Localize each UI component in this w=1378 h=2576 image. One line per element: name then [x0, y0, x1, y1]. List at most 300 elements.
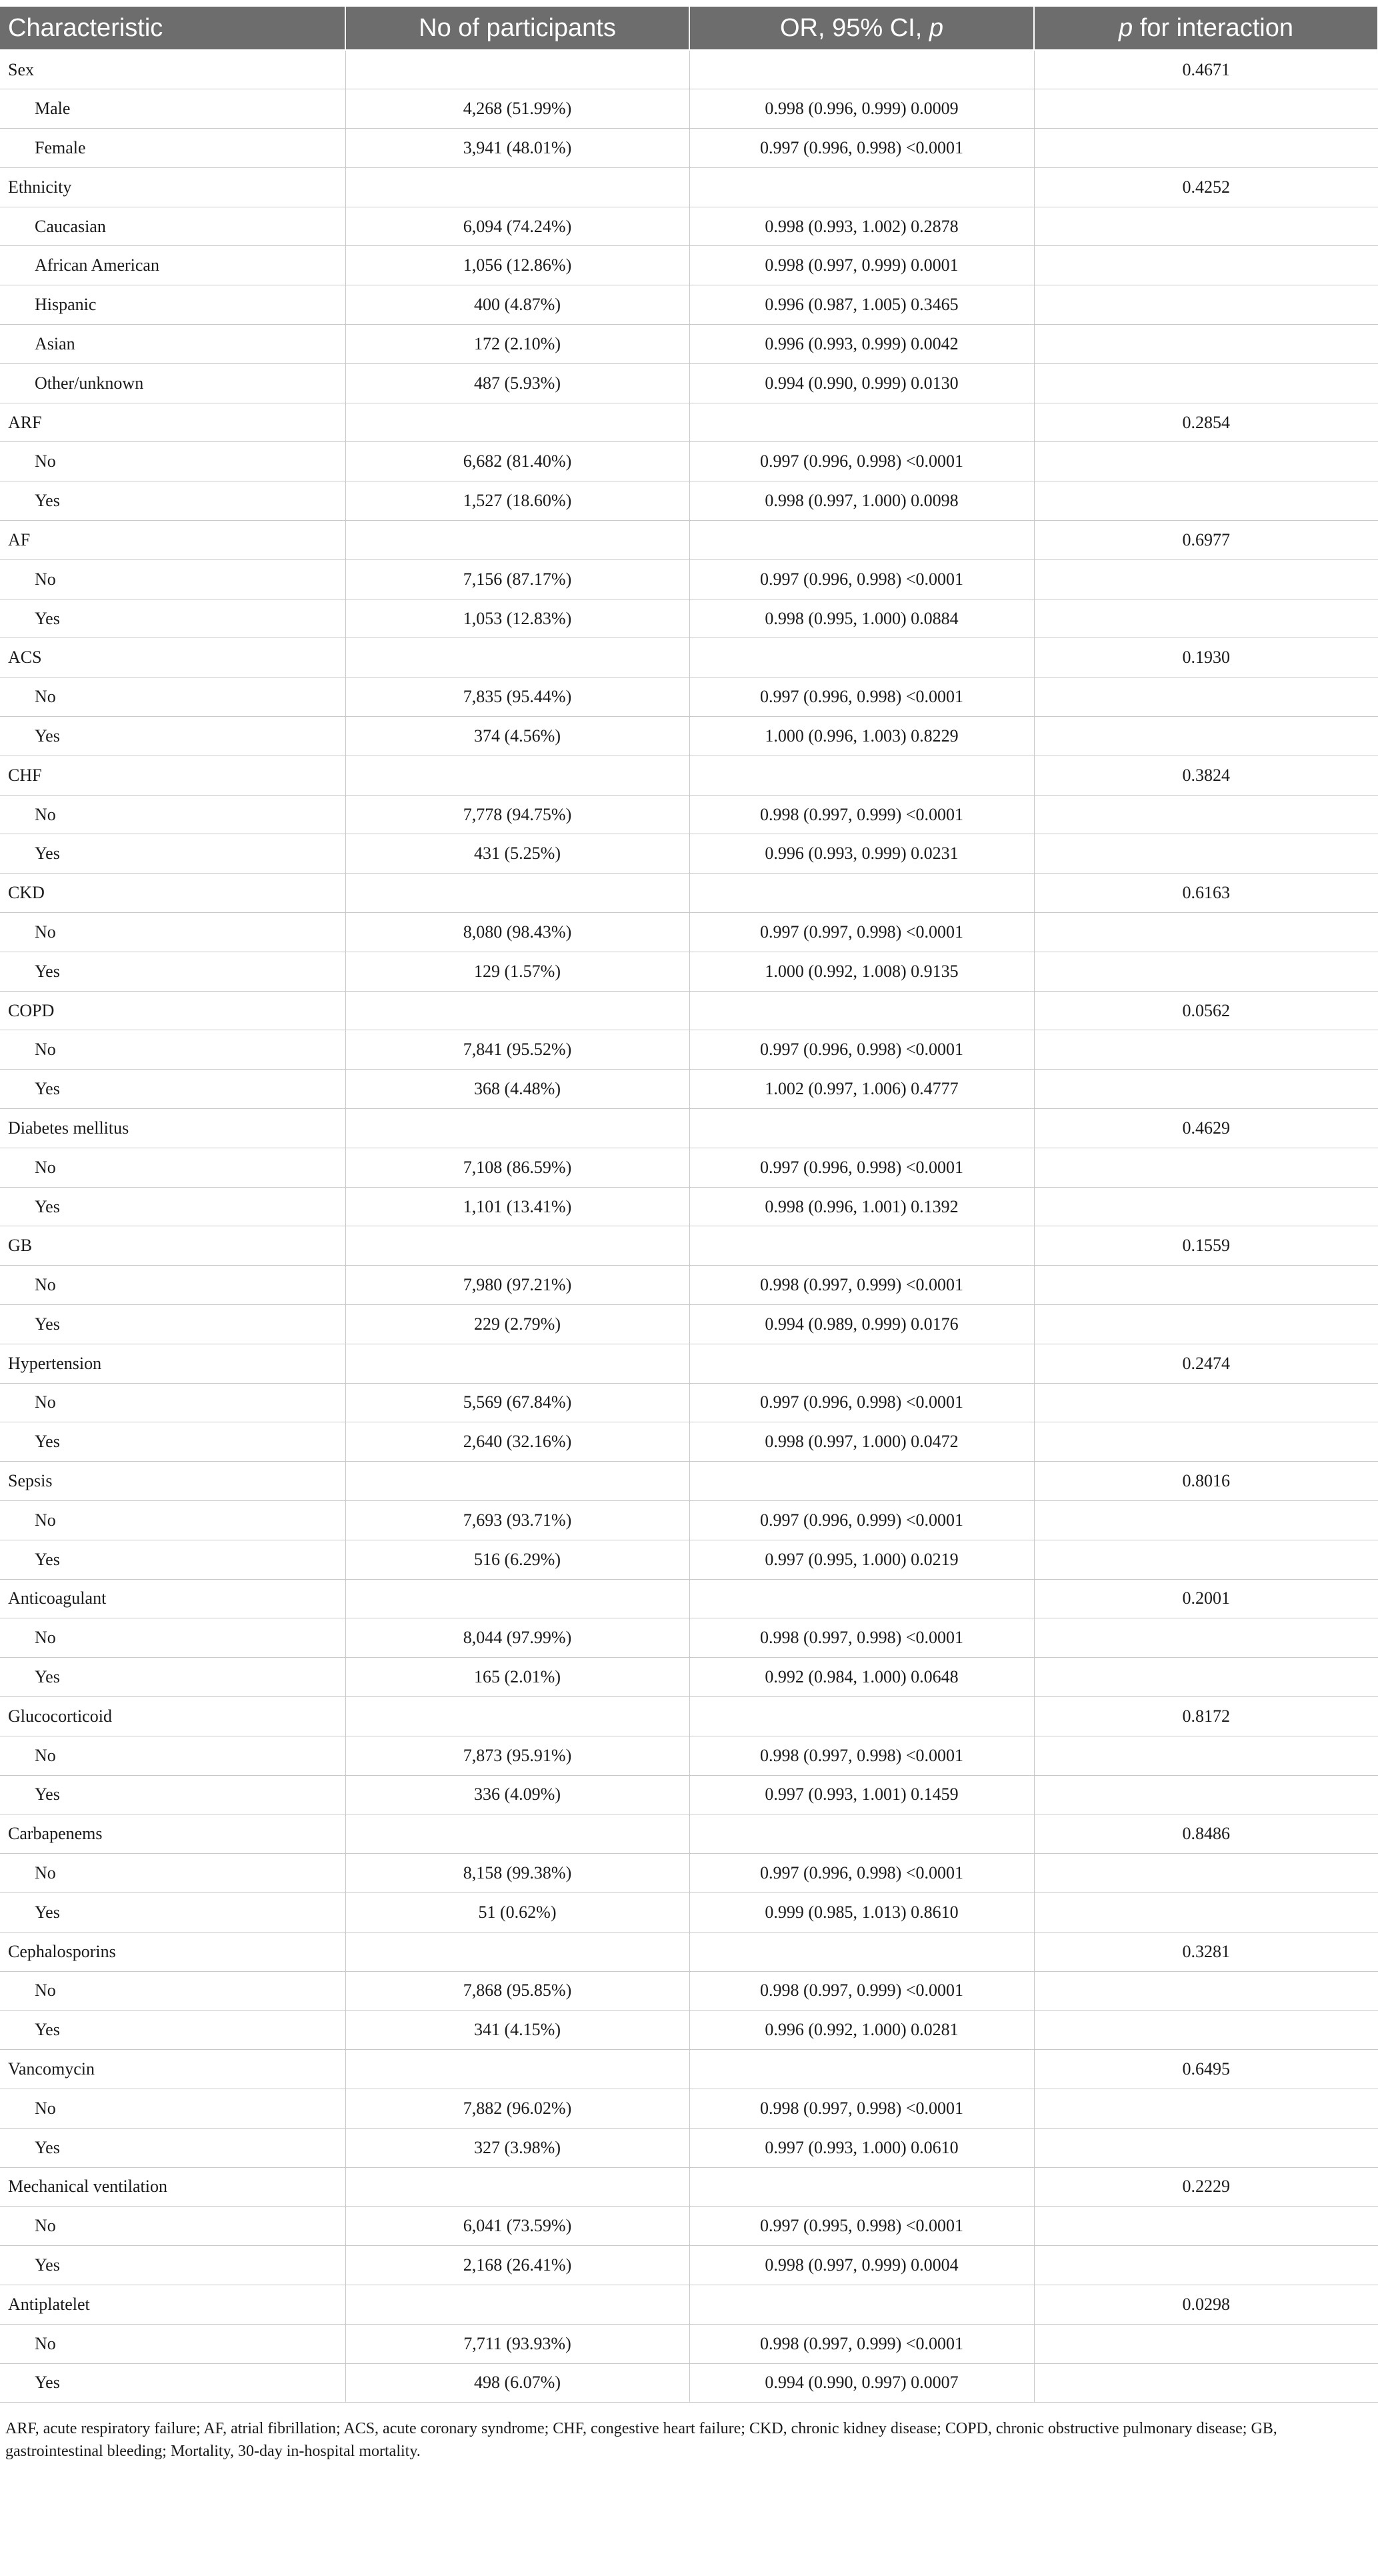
cell-characteristic: No: [0, 678, 345, 717]
cell-or-ci-p: 0.994 (0.989, 0.999) 0.0176: [689, 1305, 1034, 1344]
table-row-subgroup: [0, 913, 1378, 952]
table-row-subgroup: [0, 246, 1378, 285]
table-row-subgroup: [0, 1500, 1378, 1540]
cell-characteristic: Asian: [0, 325, 345, 364]
cell-characteristic: Yes: [0, 599, 345, 638]
cell-participants: 6,094 (74.24%): [345, 207, 689, 246]
cell-characteristic: Antiplatelet: [0, 2285, 345, 2324]
cell-participants: 368 (4.48%): [345, 1070, 689, 1109]
cell-or-ci-p: [689, 50, 1034, 89]
cell-p-interaction: 0.3824: [1034, 756, 1378, 795]
cell-p-interaction: 0.8172: [1034, 1696, 1378, 1736]
cell-participants: [345, 1696, 689, 1736]
cell-participants: 8,080 (98.43%): [345, 913, 689, 952]
cell-participants: 1,053 (12.83%): [345, 599, 689, 638]
cell-p-interaction: 0.1930: [1034, 638, 1378, 678]
table-row-subgroup: [0, 207, 1378, 246]
cell-characteristic: No: [0, 1500, 345, 1540]
cell-or-ci-p: 0.998 (0.996, 1.001) 0.1392: [689, 1187, 1034, 1226]
cell-participants: [345, 874, 689, 913]
cell-or-ci-p: 0.996 (0.993, 0.999) 0.0042: [689, 325, 1034, 364]
cell-or-ci-p: 0.997 (0.996, 0.998) <0.0001: [689, 442, 1034, 481]
cell-p-interaction: 0.2854: [1034, 403, 1378, 442]
cell-participants: 498 (6.07%): [345, 2363, 689, 2403]
cell-or-ci-p: 1.000 (0.992, 1.008) 0.9135: [689, 952, 1034, 991]
cell-or-ci-p: 0.997 (0.995, 0.998) <0.0001: [689, 2207, 1034, 2246]
cell-characteristic: Yes: [0, 1892, 345, 1932]
cell-p-interaction: [1034, 795, 1378, 834]
cell-p-interaction: [1034, 599, 1378, 638]
cell-characteristic: Yes: [0, 2246, 345, 2285]
cell-participants: 7,841 (95.52%): [345, 1030, 689, 1070]
cell-characteristic: Sex: [0, 50, 345, 89]
cell-or-ci-p: [689, 1579, 1034, 1618]
cell-participants: [345, 638, 689, 678]
cell-p-interaction: [1034, 325, 1378, 364]
cell-characteristic: Caucasian: [0, 207, 345, 246]
cell-characteristic: ACS: [0, 638, 345, 678]
cell-p-interaction: [1034, 1971, 1378, 2011]
cell-participants: [345, 2167, 689, 2207]
cell-p-interaction: 0.6163: [1034, 874, 1378, 913]
table-row-group: [0, 1932, 1378, 1971]
cell-characteristic: No: [0, 1971, 345, 2011]
cell-p-interaction: [1034, 1148, 1378, 1187]
table-row-group: [0, 167, 1378, 207]
table-row-subgroup: [0, 89, 1378, 129]
cell-characteristic: Hypertension: [0, 1344, 345, 1383]
table-footnote: ARF, acute respiratory failure; AF, atrial fibrillation; ACS, acute coronary syndrome; CHF, congestive heart failure; CKD, chronic kidney disease; COPD, chronic obstructive pulmonary disease; GB, gastrointestinal bleeding; Mortality, 30-day in-hospital mortality.: [5, 2420, 1277, 2461]
table-row-subgroup: [0, 325, 1378, 364]
table-row-group: [0, 991, 1378, 1030]
cell-participants: 431 (5.25%): [345, 834, 689, 874]
table-row-subgroup: [0, 952, 1378, 991]
cell-characteristic: COPD: [0, 991, 345, 1030]
table-row-subgroup: [0, 129, 1378, 168]
cell-participants: [345, 2285, 689, 2324]
table-row-subgroup: [0, 1736, 1378, 1775]
cell-participants: [345, 167, 689, 207]
cell-or-ci-p: [689, 756, 1034, 795]
cell-participants: 516 (6.29%): [345, 1540, 689, 1579]
cell-p-interaction: [1034, 207, 1378, 246]
cell-or-ci-p: 0.998 (0.997, 0.999) 0.0004: [689, 2246, 1034, 2285]
cell-or-ci-p: 0.997 (0.996, 0.998) <0.0001: [689, 1030, 1034, 1070]
cell-characteristic: Vancomycin: [0, 2050, 345, 2089]
cell-participants: 400 (4.87%): [345, 285, 689, 325]
cell-characteristic: CHF: [0, 756, 345, 795]
table-row-subgroup: [0, 2324, 1378, 2363]
cell-or-ci-p: [689, 1814, 1034, 1854]
cell-participants: 7,882 (96.02%): [345, 2089, 689, 2128]
table-row-subgroup: [0, 1540, 1378, 1579]
cell-characteristic: Cephalosporins: [0, 1932, 345, 1971]
table-row-subgroup: [0, 1266, 1378, 1305]
cell-p-interaction: [1034, 834, 1378, 874]
table-row-subgroup: [0, 481, 1378, 521]
cell-p-interaction: [1034, 1658, 1378, 1697]
cell-or-ci-p: 0.997 (0.997, 0.998) <0.0001: [689, 913, 1034, 952]
cell-characteristic: Carbapenems: [0, 1814, 345, 1854]
cell-participants: 4,268 (51.99%): [345, 89, 689, 129]
cell-participants: 374 (4.56%): [345, 717, 689, 756]
cell-p-interaction: [1034, 1736, 1378, 1775]
cell-p-interaction: 0.4671: [1034, 50, 1378, 89]
cell-p-interaction: 0.0298: [1034, 2285, 1378, 2324]
cell-participants: 7,156 (87.17%): [345, 559, 689, 599]
cell-or-ci-p: 0.998 (0.997, 0.998) <0.0001: [689, 1736, 1034, 1775]
cell-p-interaction: [1034, 913, 1378, 952]
table-row-subgroup: [0, 1658, 1378, 1697]
table-row-group: [0, 1579, 1378, 1618]
table-row-group: [0, 1344, 1378, 1383]
cell-or-ci-p: 0.998 (0.997, 0.999) <0.0001: [689, 795, 1034, 834]
table-row-subgroup: [0, 559, 1378, 599]
table-row-group: [0, 1109, 1378, 1148]
cell-or-ci-p: [689, 2285, 1034, 2324]
table-row-group: [0, 1226, 1378, 1266]
cell-participants: [345, 50, 689, 89]
cell-participants: 51 (0.62%): [345, 1892, 689, 1932]
cell-characteristic: Yes: [0, 1070, 345, 1109]
cell-p-interaction: [1034, 1892, 1378, 1932]
cell-p-interaction: [1034, 952, 1378, 991]
cell-or-ci-p: 0.998 (0.997, 0.999) <0.0001: [689, 1266, 1034, 1305]
cell-or-ci-p: 0.997 (0.996, 0.998) <0.0001: [689, 678, 1034, 717]
cell-participants: [345, 1344, 689, 1383]
cell-characteristic: Yes: [0, 717, 345, 756]
cell-or-ci-p: [689, 1344, 1034, 1383]
cell-p-interaction: [1034, 1266, 1378, 1305]
cell-characteristic: No: [0, 1148, 345, 1187]
cell-characteristic: Hispanic: [0, 285, 345, 325]
table-row-group: [0, 50, 1378, 89]
cell-characteristic: No: [0, 2089, 345, 2128]
cell-or-ci-p: [689, 874, 1034, 913]
table-row-subgroup: [0, 1618, 1378, 1658]
cell-participants: 6,682 (81.40%): [345, 442, 689, 481]
cell-p-interaction: [1034, 89, 1378, 129]
cell-participants: 336 (4.09%): [345, 1775, 689, 1814]
cell-participants: 1,101 (13.41%): [345, 1187, 689, 1226]
cell-p-interaction: [1034, 2128, 1378, 2167]
cell-participants: 5,569 (67.84%): [345, 1383, 689, 1422]
cell-participants: [345, 1109, 689, 1148]
cell-p-interaction: 0.6977: [1034, 521, 1378, 560]
cell-participants: [345, 756, 689, 795]
cell-characteristic: No: [0, 559, 345, 599]
cell-characteristic: No: [0, 442, 345, 481]
cell-participants: 7,980 (97.21%): [345, 1266, 689, 1305]
cell-or-ci-p: 0.998 (0.997, 0.998) <0.0001: [689, 2089, 1034, 2128]
table-row-subgroup: [0, 1305, 1378, 1344]
table-row-subgroup: [0, 363, 1378, 403]
cell-characteristic: AF: [0, 521, 345, 560]
cell-or-ci-p: 0.996 (0.992, 1.000) 0.0281: [689, 2011, 1034, 2050]
cell-participants: [345, 521, 689, 560]
cell-or-ci-p: 0.996 (0.987, 1.005) 0.3465: [689, 285, 1034, 325]
cell-participants: 129 (1.57%): [345, 952, 689, 991]
cell-or-ci-p: 0.998 (0.997, 0.999) <0.0001: [689, 2324, 1034, 2363]
table-row-group: [0, 2050, 1378, 2089]
table-row-subgroup: [0, 2128, 1378, 2167]
cell-or-ci-p: 0.998 (0.995, 1.000) 0.0884: [689, 599, 1034, 638]
cell-characteristic: Male: [0, 89, 345, 129]
cell-characteristic: Yes: [0, 1305, 345, 1344]
cell-or-ci-p: 0.998 (0.997, 0.999) <0.0001: [689, 1971, 1034, 2011]
table-row-subgroup: [0, 1148, 1378, 1187]
cell-participants: 3,941 (48.01%): [345, 129, 689, 168]
cell-or-ci-p: 0.999 (0.985, 1.013) 0.8610: [689, 1892, 1034, 1932]
cell-or-ci-p: 0.997 (0.996, 0.999) <0.0001: [689, 1500, 1034, 1540]
cell-p-interaction: 0.2001: [1034, 1579, 1378, 1618]
header-interaction-suffix: for interaction: [1133, 13, 1293, 42]
cell-p-interaction: [1034, 1305, 1378, 1344]
cell-characteristic: CKD: [0, 874, 345, 913]
cell-p-interaction: [1034, 1854, 1378, 1893]
cell-participants: [345, 1462, 689, 1501]
table-row-subgroup: [0, 1187, 1378, 1226]
cell-participants: [345, 1226, 689, 1266]
table-row-subgroup: [0, 1383, 1378, 1422]
cell-characteristic: Yes: [0, 2128, 345, 2167]
cell-characteristic: No: [0, 1266, 345, 1305]
table-row-subgroup: [0, 1892, 1378, 1932]
cell-or-ci-p: [689, 1462, 1034, 1501]
table-row-group: [0, 638, 1378, 678]
cell-p-interaction: [1034, 2011, 1378, 2050]
table-row-group: [0, 1696, 1378, 1736]
cell-or-ci-p: 0.997 (0.996, 0.998) <0.0001: [689, 1383, 1034, 1422]
cell-participants: 6,041 (73.59%): [345, 2207, 689, 2246]
cell-participants: 172 (2.10%): [345, 325, 689, 364]
cell-characteristic: Female: [0, 129, 345, 168]
cell-p-interaction: [1034, 1030, 1378, 1070]
cell-characteristic: Yes: [0, 952, 345, 991]
cell-p-interaction: 0.8016: [1034, 1462, 1378, 1501]
cell-or-ci-p: 0.997 (0.996, 0.998) <0.0001: [689, 1148, 1034, 1187]
header-or-prefix: OR, 95% CI,: [780, 13, 929, 42]
cell-or-ci-p: 1.002 (0.997, 1.006) 0.4777: [689, 1070, 1034, 1109]
table-row-subgroup: [0, 1971, 1378, 2011]
table-row-group: [0, 2167, 1378, 2207]
cell-or-ci-p: 0.998 (0.993, 1.002) 0.2878: [689, 207, 1034, 246]
cell-characteristic: ARF: [0, 403, 345, 442]
table-row-subgroup: [0, 717, 1378, 756]
cell-characteristic: Yes: [0, 1540, 345, 1579]
cell-characteristic: African American: [0, 246, 345, 285]
cell-p-interaction: [1034, 1618, 1378, 1658]
cell-participants: 327 (3.98%): [345, 2128, 689, 2167]
cell-participants: [345, 2050, 689, 2089]
cell-participants: 7,693 (93.71%): [345, 1500, 689, 1540]
header-interaction-p: p: [1119, 13, 1133, 42]
table-row-subgroup: [0, 795, 1378, 834]
header-or-p: p: [929, 13, 943, 42]
table-row-subgroup: [0, 834, 1378, 874]
table-row-subgroup: [0, 2207, 1378, 2246]
cell-characteristic: Yes: [0, 1658, 345, 1697]
cell-p-interaction: [1034, 1540, 1378, 1579]
table-row-subgroup: [0, 599, 1378, 638]
table-body: [0, 50, 1378, 2403]
cell-or-ci-p: 0.998 (0.997, 1.000) 0.0098: [689, 481, 1034, 521]
cell-or-ci-p: 0.992 (0.984, 1.000) 0.0648: [689, 1658, 1034, 1697]
cell-p-interaction: [1034, 2246, 1378, 2285]
cell-participants: 487 (5.93%): [345, 363, 689, 403]
cell-p-interaction: 0.2229: [1034, 2167, 1378, 2207]
cell-characteristic: Glucocorticoid: [0, 1696, 345, 1736]
cell-p-interaction: [1034, 442, 1378, 481]
cell-participants: 229 (2.79%): [345, 1305, 689, 1344]
cell-or-ci-p: 0.998 (0.997, 0.999) 0.0001: [689, 246, 1034, 285]
table-row-subgroup: [0, 285, 1378, 325]
cell-characteristic: No: [0, 1854, 345, 1893]
cell-characteristic: Ethnicity: [0, 167, 345, 207]
cell-characteristic: Anticoagulant: [0, 1579, 345, 1618]
cell-characteristic: No: [0, 913, 345, 952]
cell-participants: 7,873 (95.91%): [345, 1736, 689, 1775]
table-row-group: [0, 1814, 1378, 1854]
cell-p-interaction: 0.4252: [1034, 167, 1378, 207]
table-row-group: [0, 403, 1378, 442]
table-row-subgroup: [0, 2246, 1378, 2285]
table-row-subgroup: [0, 1030, 1378, 1070]
cell-p-interaction: [1034, 717, 1378, 756]
cell-or-ci-p: 0.997 (0.996, 0.998) <0.0001: [689, 559, 1034, 599]
cell-characteristic: Diabetes mellitus: [0, 1109, 345, 1148]
subgroup-analysis-table: [0, 5, 1378, 2403]
cell-participants: 165 (2.01%): [345, 1658, 689, 1697]
table-row-subgroup: [0, 2089, 1378, 2128]
cell-characteristic: No: [0, 2324, 345, 2363]
cell-or-ci-p: [689, 1696, 1034, 1736]
table-row-group: [0, 2285, 1378, 2324]
table-row-subgroup: [0, 2011, 1378, 2050]
cell-or-ci-p: 0.994 (0.990, 0.997) 0.0007: [689, 2363, 1034, 2403]
cell-participants: 8,158 (99.38%): [345, 1854, 689, 1893]
cell-or-ci-p: [689, 2050, 1034, 2089]
cell-or-ci-p: 1.000 (0.996, 1.003) 0.8229: [689, 717, 1034, 756]
cell-participants: [345, 1932, 689, 1971]
cell-participants: 7,835 (95.44%): [345, 678, 689, 717]
cell-participants: 341 (4.15%): [345, 2011, 689, 2050]
cell-p-interaction: [1034, 559, 1378, 599]
cell-participants: 2,168 (26.41%): [345, 2246, 689, 2285]
cell-or-ci-p: 0.997 (0.993, 1.000) 0.0610: [689, 2128, 1034, 2167]
table-row-group: [0, 756, 1378, 795]
table-row-subgroup: [0, 1422, 1378, 1462]
table-row-group: [0, 521, 1378, 560]
table-row-subgroup: [0, 2363, 1378, 2403]
cell-p-interaction: 0.3281: [1034, 1932, 1378, 1971]
cell-p-interaction: 0.8486: [1034, 1814, 1378, 1854]
cell-or-ci-p: 0.998 (0.997, 1.000) 0.0472: [689, 1422, 1034, 1462]
cell-p-interaction: [1034, 2324, 1378, 2363]
cell-characteristic: Yes: [0, 1187, 345, 1226]
cell-p-interaction: [1034, 1500, 1378, 1540]
header-or-ci-p: [689, 6, 1034, 50]
cell-characteristic: Yes: [0, 2363, 345, 2403]
header-row: [0, 6, 1378, 50]
cell-participants: 8,044 (97.99%): [345, 1618, 689, 1658]
cell-or-ci-p: 0.998 (0.997, 0.998) <0.0001: [689, 1618, 1034, 1658]
cell-p-interaction: [1034, 285, 1378, 325]
header-participants: No of participants: [345, 6, 689, 50]
cell-or-ci-p: [689, 2167, 1034, 2207]
cell-or-ci-p: [689, 403, 1034, 442]
cell-p-interaction: [1034, 363, 1378, 403]
table-header: [0, 6, 1378, 50]
cell-or-ci-p: [689, 1226, 1034, 1266]
cell-or-ci-p: [689, 521, 1034, 560]
cell-p-interaction: 0.2474: [1034, 1344, 1378, 1383]
cell-or-ci-p: 0.994 (0.990, 0.999) 0.0130: [689, 363, 1034, 403]
cell-characteristic: No: [0, 1383, 345, 1422]
cell-p-interaction: 0.4629: [1034, 1109, 1378, 1148]
cell-p-interaction: 0.1559: [1034, 1226, 1378, 1266]
cell-p-interaction: [1034, 246, 1378, 285]
cell-or-ci-p: 0.997 (0.993, 1.001) 0.1459: [689, 1775, 1034, 1814]
cell-characteristic: Yes: [0, 1775, 345, 1814]
cell-characteristic: GB: [0, 1226, 345, 1266]
cell-or-ci-p: [689, 167, 1034, 207]
cell-characteristic: Yes: [0, 1422, 345, 1462]
table-row-subgroup: [0, 442, 1378, 481]
cell-participants: 7,778 (94.75%): [345, 795, 689, 834]
cell-p-interaction: [1034, 2089, 1378, 2128]
cell-characteristic: Yes: [0, 2011, 345, 2050]
cell-p-interaction: [1034, 1070, 1378, 1109]
cell-characteristic: No: [0, 1030, 345, 1070]
cell-characteristic: No: [0, 1618, 345, 1658]
cell-or-ci-p: [689, 1109, 1034, 1148]
cell-participants: 7,711 (93.93%): [345, 2324, 689, 2363]
cell-or-ci-p: 0.998 (0.996, 0.999) 0.0009: [689, 89, 1034, 129]
cell-characteristic: Mechanical ventilation: [0, 2167, 345, 2207]
cell-or-ci-p: [689, 991, 1034, 1030]
cell-or-ci-p: 0.997 (0.995, 1.000) 0.0219: [689, 1540, 1034, 1579]
cell-p-interaction: [1034, 481, 1378, 521]
table-row-group: [0, 874, 1378, 913]
cell-participants: [345, 991, 689, 1030]
cell-p-interaction: [1034, 1383, 1378, 1422]
table-row-subgroup: [0, 1070, 1378, 1109]
cell-participants: 2,640 (32.16%): [345, 1422, 689, 1462]
cell-or-ci-p: 0.996 (0.993, 0.999) 0.0231: [689, 834, 1034, 874]
header-p-interaction: [1034, 6, 1378, 50]
cell-participants: [345, 1814, 689, 1854]
cell-participants: 1,056 (12.86%): [345, 246, 689, 285]
cell-or-ci-p: [689, 1932, 1034, 1971]
cell-p-interaction: [1034, 2363, 1378, 2403]
cell-characteristic: No: [0, 795, 345, 834]
cell-p-interaction: [1034, 1422, 1378, 1462]
cell-characteristic: Sepsis: [0, 1462, 345, 1501]
cell-characteristic: Yes: [0, 481, 345, 521]
subgroup-table-container: [0, 5, 1378, 2463]
cell-participants: [345, 403, 689, 442]
cell-participants: [345, 1579, 689, 1618]
cell-p-interaction: 0.6495: [1034, 2050, 1378, 2089]
cell-p-interaction: [1034, 129, 1378, 168]
table-row-subgroup: [0, 1854, 1378, 1893]
cell-participants: 1,527 (18.60%): [345, 481, 689, 521]
cell-characteristic: Other/unknown: [0, 363, 345, 403]
cell-characteristic: No: [0, 1736, 345, 1775]
cell-characteristic: Yes: [0, 834, 345, 874]
table-row-subgroup: [0, 678, 1378, 717]
